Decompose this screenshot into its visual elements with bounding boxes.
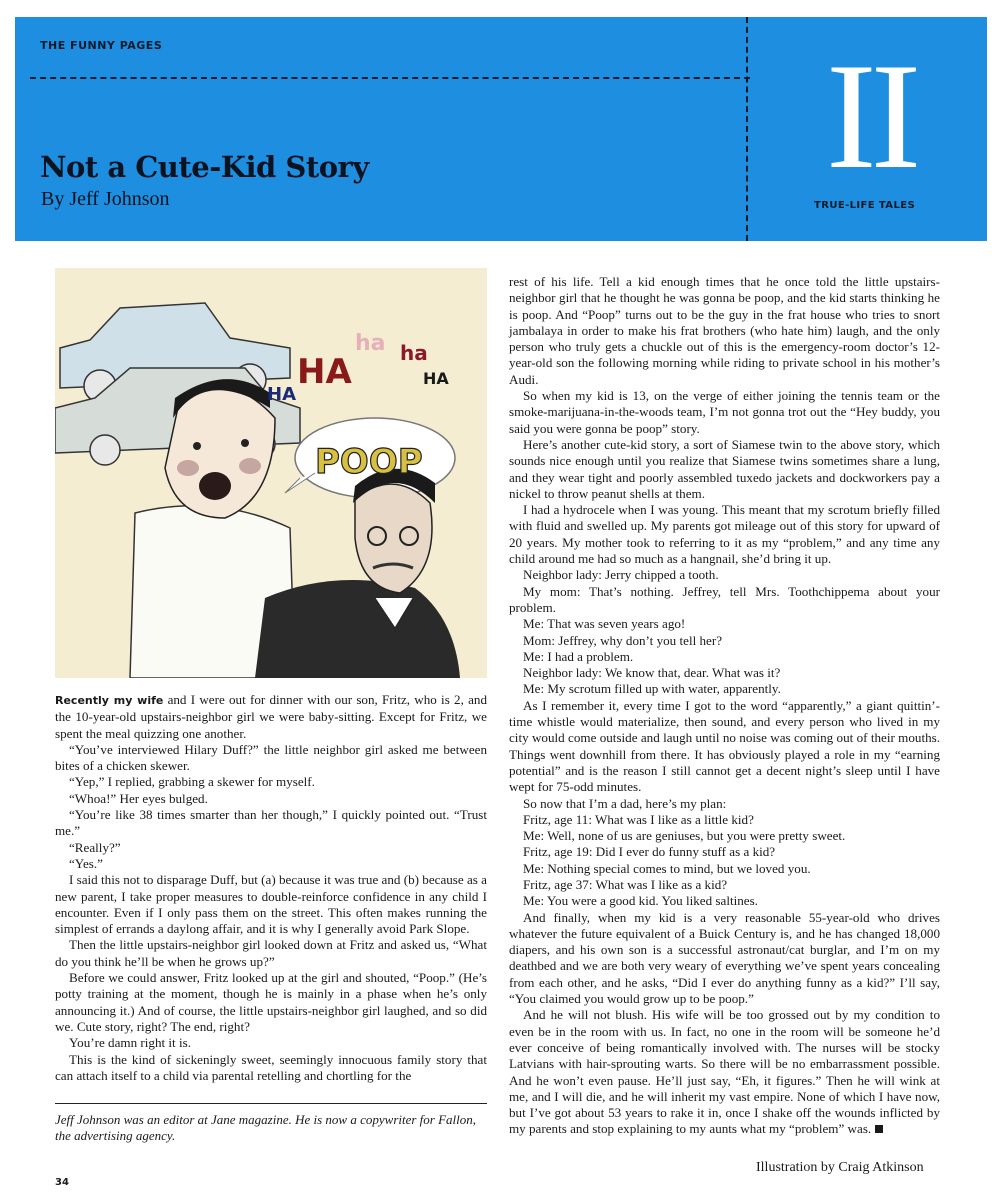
illustration-word: HA (297, 352, 352, 392)
paragraph: So when my kid is 13, on the verge of either joining the tennis team or the smoke-marijuana-in-the-woods team, I’m not gonna trot out the “Hey buddy, you said you were gonna be poop” story. (509, 388, 940, 436)
page-number: 34 (55, 1177, 69, 1188)
dialogue-line: Fritz, age 37: What was I like as a kid? (523, 876, 728, 892)
dialogue-line: Me: My scrotum filled up with water, apparently. (523, 681, 781, 697)
paragraph: I had a hydrocele when I was young. This meant that my scrotum briefly filled with fluid and swelled up. My parents got mileage out of this story for upward of 20 years. My mother took to referring to it as my “problem,” and any time any child around me had so much as a hangnail, she’d bring it up. (509, 502, 940, 567)
paragraph: I said this not to disparage Duff, but (a) because it was true and (b) because as a new parent, I take proper measures to double-reinforce confidence in any child I encounter. Even if I only pass them on the street. This often makes running the simplest of errands a daylong affair, and it is why I generally avoid Park Slope. (55, 872, 487, 937)
dialogue-line: Me: Nothing special comes to mind, but we loved you. (523, 860, 811, 876)
paragraph: Recently my wife and I were out for dinner with our son, Fritz, who is 2, and the 10-year-old upstairs-neighbor girl we were baby-sitting. Except for Fritz, we spent the meal quizzing one another. (55, 692, 487, 741)
footnote-rule (55, 1103, 487, 1104)
dialogue-line: Neighbor lady: Jerry chipped a tooth. (523, 567, 719, 583)
dashed-divider-horizontal (30, 77, 750, 79)
paragraph: Here’s another cute-kid story, a sort of Siamese twin to the above story, which sounds nice enough until you realize that Siamese twins sometimes share a lung, and they wear tight and poorly assembled tuxedo jackets and dockworkers pay a nickel to throw peanut shells at them. (509, 436, 940, 501)
dialogue-line: Fritz, age 19: Did I ever do funny stuff as a kid? (523, 844, 776, 860)
series-label: TRUE-LIFE TALES (814, 200, 916, 211)
article-right-column (509, 274, 940, 1138)
dashed-divider-vertical (746, 17, 748, 241)
dialogue-line: Me: You were a good kid. You liked saltines. (523, 893, 758, 909)
paragraph: And finally, when my kid is a very reasonable 55-year-old who drives whatever the future equivalent of a Buick Century is, and he has changed 18,000 diapers, and his own son is a successful astronaut/cat burglar, and I’m on my deathbed and we are both very weary of everything we’ve spent years concealing from each other, and he asks, “Did I ever do anything funny as a kid?” I’ll say, “You claimed you would grow up to be poop.” (509, 909, 940, 1007)
dialogue-line: Me: Well, none of us are geniuses, but you were pretty sweet. (523, 828, 846, 844)
illustration-word: ha (355, 331, 386, 356)
paragraph: “Whoa!” Her eyes bulged. (69, 790, 208, 806)
dialogue-line: My mom: That’s nothing. Jeffrey, tell Mrs. Toothchippema about your problem. (509, 583, 940, 615)
paragraph: So now that I’m a dad, here’s my plan: (523, 795, 727, 811)
byline: By Jeff Johnson (41, 188, 170, 210)
paragraph: “Yep,” I replied, grabbing a skewer for myself. (69, 774, 315, 790)
paragraph: “Yes.” (69, 855, 103, 871)
paragraph: “You’re like 38 times smarter than her though,” I quickly pointed out. “Trust me.” (55, 807, 487, 839)
author-footnote: Jeff Johnson was an editor at Jane magazine. He is now a copywriter for Fallon, the advertising agency. (55, 1112, 477, 1143)
paragraph: As I remember it, every time I got to the word “apparently,” a giant quittin’-time whistle would materialize, then sound, and every person who lived in my city would come outside and laugh until no noise was coming out of their mouths. Things went downhill from there. It has obviously played a role in my “earning potential” and is the reason I still cannot get a decent night’s sleep until I have wept for 75-odd minutes. (509, 697, 940, 795)
illustration-word: HA (267, 384, 296, 405)
illustration-word: ha (400, 341, 428, 365)
paragraph: Before we could answer, Fritz looked up at the girl and shouted, “Poop.” (He’s potty training at the moment, though he is mainly in a phase when he’s only announcing it.) And of course, the little upstairs-neighbor girl laughed, and so did we. Cute story, right? The end, right? (55, 970, 487, 1034)
roman-numeral: II (826, 32, 916, 200)
illustration-word: POOP (315, 442, 423, 482)
paragraph: “You’ve interviewed Hilary Duff?” the little neighbor girl asked me between bites of a chicken skewer. (55, 741, 487, 774)
end-mark (875, 1125, 883, 1133)
dialogue-line: Mom: Jeffrey, why don’t you tell her? (523, 632, 723, 648)
paragraph: Then the little upstairs-neighbor girl looked down at Fritz and asked us, “What do you think he’ll be when he grows up?” (55, 937, 487, 969)
paragraph: And he will not blush. His wife will be too grossed out by my condition to even be in the room with us. In fact, no one in the room will be someone he’d ever conceive of being romantically involved with. The nurses will be stocky Latvians with hair-sprouting warts. So there will be no embarrassment possible. And he won’t even pause. He’ll just say, “Eh, it figures.” Then he will wink at me, and I will die, and he will inherit my vast empire. None of which I have now, but I’ve got about 53 years to rake it in, once I shake off the wounds inflicted by my parents and stop explaining to my aunts what my “problem” was. (509, 1007, 940, 1137)
article-title: Not a Cute-Kid Story (40, 150, 369, 184)
paragraph: This is the kind of sickeningly sweet, seemingly innocuous family story that can attach itself to a child via parental retelling and chortling for the (55, 1051, 487, 1083)
dialogue-line: Neighbor lady: We know that, dear. What was it? (523, 665, 781, 681)
lead-in: Recently my wife (55, 694, 164, 707)
illustration-word: HA (423, 369, 449, 388)
dialogue-line: Me: I had a problem. (523, 648, 634, 664)
illustration (55, 268, 487, 678)
paragraph: “Really?” (69, 839, 121, 855)
paragraph: You’re damn right it is. (69, 1035, 191, 1051)
paragraph: rest of his life. Tell a kid enough times that he once told the little upstairs-neighbor girl that he thought he was gonna be poop, and the kid starts thinking he is poop. And “Poop” turns out to be the guy in the frat house who tries to snort jambalaya in order to make his frat brothers (who hate him) laugh, and the only person who truly gets a chuckle out of this is the emergency-room doctor’s 12-year-old son the following morning while riding to private school in his mother’s Audi. (509, 274, 940, 387)
article-left-column (55, 692, 487, 1084)
section-label: THE FUNNY PAGES (40, 39, 163, 52)
dialogue-line: Me: That was seven years ago! (523, 616, 686, 632)
dialogue-line: Fritz, age 11: What was I like as a little kid? (523, 811, 754, 827)
illustration-credit: Illustration by Craig Atkinson (756, 1160, 924, 1175)
